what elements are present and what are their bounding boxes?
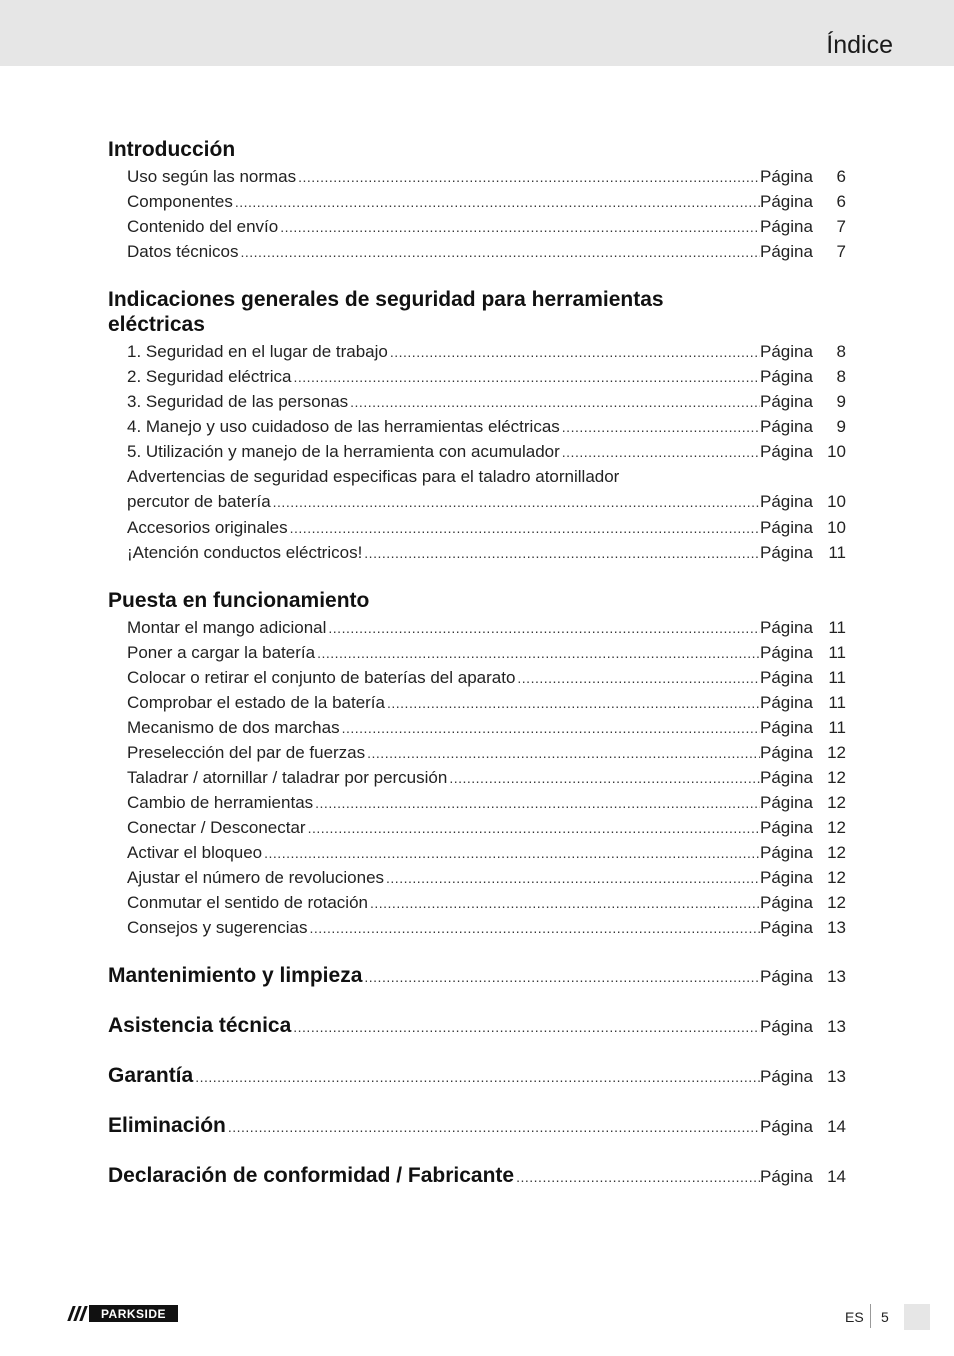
toc-page-number: 12: [827, 743, 846, 762]
toc-main-entry-asistencia[interactable]: [108, 1013, 846, 1038]
toc-page-number: 10: [827, 518, 846, 537]
toc-entry[interactable]: [127, 765, 846, 790]
footer-divider: [870, 1304, 871, 1328]
toc-page-number: 8: [836, 367, 846, 386]
toc-entry[interactable]: [127, 389, 846, 414]
toc-page-word: Página: [760, 367, 813, 386]
toc-entry[interactable]: [127, 540, 846, 565]
toc-page-number: 7: [836, 242, 846, 261]
toc-entry-label: 1. Seguridad en el lugar de trabajo: [127, 342, 388, 361]
language-code: ES: [845, 1309, 864, 1325]
toc-page-number: 12: [827, 768, 846, 787]
toc-entry[interactable]: [127, 339, 846, 364]
toc-page-word: Página: [760, 868, 813, 887]
toc-entry-label: Componentes: [127, 192, 233, 211]
toc-entry-label: Cambio de herramientas: [127, 793, 314, 812]
toc-page-word: Página: [760, 543, 813, 562]
toc-page-number: 12: [827, 843, 846, 862]
toc-page-word: Página: [760, 643, 813, 662]
toc-entry[interactable]: [127, 665, 846, 690]
leader-dots: [298, 165, 760, 190]
toc-entry[interactable]: [127, 690, 846, 715]
leader-dots: [293, 1015, 760, 1040]
toc-main-entry-garantia[interactable]: [108, 1063, 846, 1088]
toc-page-number: 7: [836, 217, 846, 236]
toc-entry[interactable]: [127, 164, 846, 189]
toc-page-number: 13: [827, 1017, 846, 1036]
toc-page-word: Página: [760, 718, 813, 737]
leader-dots: [517, 666, 760, 691]
toc-page-number: 6: [836, 167, 846, 186]
toc-entry[interactable]: [127, 815, 846, 840]
toc-entry[interactable]: [127, 715, 846, 740]
toc-page-number: 12: [827, 868, 846, 887]
toc-page-number: 11: [828, 718, 846, 737]
section-heading-indicaciones: Indicaciones generales de seguridad para herramientas: [108, 288, 664, 311]
leader-dots: [317, 641, 760, 666]
toc-entry-label: Colocar o retirar el conjunto de baterías del aparato: [127, 668, 516, 687]
toc-page-number: 11: [828, 543, 846, 562]
leader-dots: [386, 866, 760, 891]
toc-page-number: 12: [827, 818, 846, 837]
toc-entry[interactable]: [127, 915, 846, 940]
toc-page-number: 10: [827, 442, 846, 461]
leader-dots: [241, 240, 761, 265]
leader-dots: [273, 490, 760, 515]
toc-page-word: Página: [760, 843, 813, 862]
toc-page-word: Página: [760, 1067, 813, 1086]
leader-dots: [293, 365, 760, 390]
toc-entry[interactable]: [127, 640, 846, 665]
toc-entry-label: Montar el mango adicional: [127, 618, 327, 637]
toc-page-word: Página: [760, 192, 813, 211]
toc-page-number: 8: [836, 342, 846, 361]
toc-entry[interactable]: [127, 740, 846, 765]
toc-page-number: 12: [827, 893, 846, 912]
toc-main-entry-mantenimiento[interactable]: [108, 963, 846, 988]
section-heading-puesta-en-funcionamiento: Puesta en funcionamiento: [108, 589, 370, 612]
toc-entry-label: Advertencias de seguridad especificas para el taladro atornillador: [127, 467, 620, 486]
toc-main-entry-label: Declaración de conformidad / Fabricante: [108, 1164, 515, 1187]
toc-page-word: Página: [760, 618, 813, 637]
toc-page-number: 13: [827, 1067, 846, 1086]
leader-dots: [308, 816, 760, 841]
toc-page-number: 14: [827, 1167, 846, 1186]
toc-entry-label: 4. Manejo y uso cuidadoso de las herramientas eléctricas: [127, 417, 560, 436]
leader-dots: [264, 841, 760, 866]
toc-page-number: 11: [828, 668, 846, 687]
toc-page-word: Página: [760, 793, 813, 812]
parkside-logo: [67, 1305, 178, 1322]
leader-dots: [364, 541, 760, 566]
toc-entry[interactable]: [127, 865, 846, 890]
toc-entry-label: Conectar / Desconectar: [127, 818, 306, 837]
leader-dots: [367, 741, 760, 766]
toc-entry-label: Contenido del envío: [127, 217, 279, 236]
toc-page-word: Página: [760, 167, 813, 186]
toc-page-number: 13: [827, 918, 846, 937]
leader-dots: [350, 390, 760, 415]
toc-entry[interactable]: [127, 615, 846, 640]
toc-entry[interactable]: [127, 489, 846, 514]
leader-dots: [562, 415, 760, 440]
toc-entry-label: ¡Atención conductos eléctricos!: [127, 543, 363, 562]
toc-page-word: Página: [760, 392, 813, 411]
leader-dots: [315, 791, 760, 816]
toc-page-word: Página: [760, 967, 813, 986]
toc-page-word: Página: [760, 342, 813, 361]
toc-main-entry-eliminacion[interactable]: [108, 1113, 846, 1138]
section-heading-introduccion: Introducción: [108, 138, 236, 161]
toc-entry-label: Preselección del par de fuerzas: [127, 743, 366, 762]
toc-main-entry-declaracion[interactable]: [108, 1163, 846, 1188]
leader-dots: [309, 916, 760, 941]
toc-entry-label: Taladrar / atornillar / taladrar por percusión: [127, 768, 448, 787]
toc-entry[interactable]: [127, 414, 846, 439]
toc-page-word: Página: [760, 1117, 813, 1136]
page-title: Índice: [826, 31, 893, 59]
toc-entry-label: Mecanismo de dos marchas: [127, 718, 340, 737]
leader-dots: [235, 190, 760, 215]
toc-entry-label: Consejos y sugerencias: [127, 918, 308, 937]
toc-page-word: Página: [760, 893, 813, 912]
toc-page-number: 11: [828, 643, 846, 662]
toc-page-word: Página: [760, 818, 813, 837]
page-number: 5: [881, 1309, 889, 1325]
toc-entry[interactable]: [127, 364, 846, 389]
leader-dots: [342, 716, 760, 741]
toc-page-word: Página: [760, 768, 813, 787]
toc-entry[interactable]: [127, 214, 846, 239]
toc-entry[interactable]: [127, 515, 846, 540]
toc-page-number: 9: [836, 417, 846, 436]
toc-page-number: 13: [827, 967, 846, 986]
toc-entry[interactable]: [127, 189, 846, 214]
toc-entry-label: Uso según las normas: [127, 167, 297, 186]
toc-page-number: 12: [827, 793, 846, 812]
toc-entry-label: 3. Seguridad de las personas: [127, 392, 349, 411]
toc-page-word: Página: [760, 518, 813, 537]
leader-dots: [516, 1165, 760, 1190]
toc-entry-continued[interactable]: [127, 464, 846, 489]
leader-dots: [328, 616, 760, 641]
toc-page-number: 11: [828, 693, 846, 712]
toc-entry-label: 2. Seguridad eléctrica: [127, 367, 292, 386]
toc-page-word: Página: [760, 217, 813, 236]
toc-page-word: Página: [760, 693, 813, 712]
leader-dots: [290, 516, 760, 541]
toc-main-entry-label: Mantenimiento y limpieza: [108, 964, 363, 987]
toc-page-word: Página: [760, 743, 813, 762]
toc-page-word: Página: [760, 668, 813, 687]
toc-main-entry-label: Eliminación: [108, 1114, 226, 1137]
leader-dots: [387, 691, 760, 716]
footer-tab-marker: [904, 1304, 930, 1330]
toc-page-word: Página: [760, 1167, 813, 1186]
brand-name: PARKSIDE: [89, 1305, 178, 1322]
leader-dots: [449, 766, 760, 791]
toc-entry[interactable]: [127, 239, 846, 264]
toc-entry[interactable]: [127, 890, 846, 915]
toc-entry-label: percutor de batería: [127, 492, 271, 511]
toc-entry[interactable]: [127, 840, 846, 865]
toc-entry-label: Accesorios originales: [127, 518, 288, 537]
toc-page-number: 14: [827, 1117, 846, 1136]
toc-entry-label: Conmutar el sentido de rotación: [127, 893, 368, 912]
toc-entry[interactable]: [127, 790, 846, 815]
toc-main-entry-label: Asistencia técnica: [108, 1014, 292, 1037]
leader-dots: [562, 440, 760, 465]
toc-page-word: Página: [760, 1017, 813, 1036]
toc-page-number: 11: [828, 618, 846, 637]
toc-entry-label: 5. Utilización y manejo de la herramienta con acumulador: [127, 442, 560, 461]
toc-entry-label: Datos técnicos: [127, 242, 239, 261]
toc-main-entry-label: Garantía: [108, 1064, 194, 1087]
leader-dots: [390, 340, 760, 365]
leader-dots: [370, 891, 760, 916]
toc-entry[interactable]: [127, 439, 846, 464]
section-heading-indicaciones-line2: eléctricas: [108, 313, 205, 336]
toc-page-word: Página: [760, 492, 813, 511]
toc-entry-label: Ajustar el número de revoluciones: [127, 868, 385, 887]
toc-page-word: Página: [760, 417, 813, 436]
toc-entry-label: Comprobar el estado de la batería: [127, 693, 385, 712]
toc-page-number: 9: [836, 392, 846, 411]
toc-entry-label: Activar el bloqueo: [127, 843, 263, 862]
leader-dots: [364, 965, 760, 990]
leader-dots: [228, 1115, 760, 1140]
toc-page-word: Página: [760, 242, 813, 261]
toc-page-number: 6: [836, 192, 846, 211]
toc-entry-label: Poner a cargar la batería: [127, 643, 316, 662]
logo-slashes-icon: [67, 1305, 89, 1322]
toc-page-word: Página: [760, 442, 813, 461]
leader-dots: [195, 1065, 760, 1090]
header-band: [0, 0, 954, 66]
leader-dots: [280, 215, 760, 240]
toc-page-word: Página: [760, 918, 813, 937]
toc-page-number: 10: [827, 492, 846, 511]
